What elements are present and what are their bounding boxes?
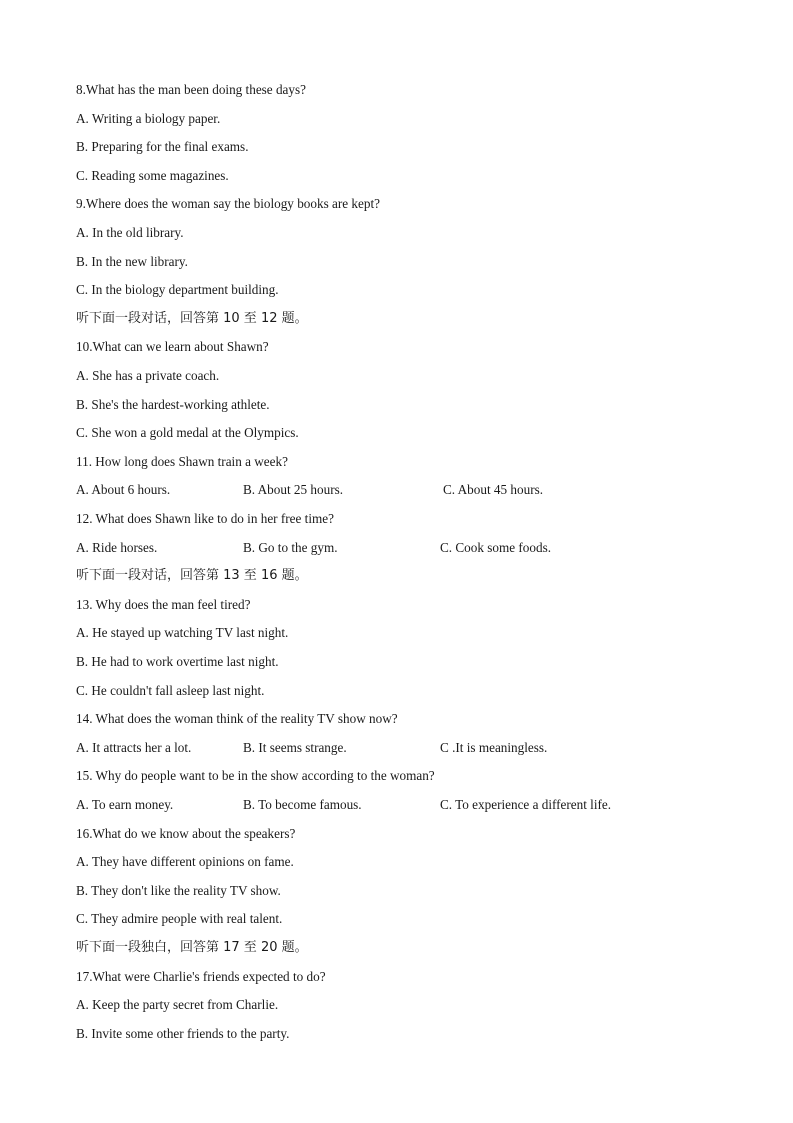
question-14-option-a: A. It attracts her a lot.	[76, 740, 192, 755]
question-15-option-b: B. To become famous.	[243, 797, 362, 812]
question-8-option-c: C. Reading some magazines.	[76, 168, 229, 183]
question-15-option-c: C. To experience a different life.	[440, 797, 612, 812]
section-instruction-10-12: 听下面一段对话，回答第 10 至 12 题。	[76, 311, 308, 326]
question-11-option-b: B. About 25 hours.	[243, 482, 344, 497]
question-11: 11. How long does Shawn train a week?	[76, 454, 288, 469]
question-11-option-a: A. About 6 hours.	[76, 482, 171, 497]
question-10-option-a: A. She has a private coach.	[76, 368, 220, 383]
question-9-option-c: C. In the biology department building.	[76, 282, 279, 297]
section-instruction-13-16: 听下面一段对话，回答第 13 至 16 题。	[76, 568, 308, 583]
question-14: 14. What does the woman think of the reality TV show now?	[76, 711, 398, 726]
question-15-option-a: A. To earn money.	[76, 797, 174, 812]
question-17-option-a: A. Keep the party secret from Charlie.	[76, 997, 279, 1012]
question-16: 16.What do we know about the speakers?	[76, 826, 296, 841]
question-12-option-a: A. Ride horses.	[76, 540, 158, 555]
question-13-option-c: C. He couldn't fall asleep last night.	[76, 683, 265, 698]
question-8: 8.What has the man been doing these days?	[76, 82, 306, 97]
question-15: 15. Why do people want to be in the show according to the woman?	[76, 768, 435, 783]
question-9-option-b: B. In the new library.	[76, 254, 188, 269]
question-13-option-a: A. He stayed up watching TV last night.	[76, 625, 289, 640]
question-14-option-c: C .It is meaningless.	[440, 740, 548, 755]
question-14-option-b: B. It seems strange.	[243, 740, 347, 755]
question-16-option-c: C. They admire people with real talent.	[76, 911, 283, 926]
question-17: 17.What were Charlie's friends expected to do?	[76, 969, 326, 984]
question-13: 13. Why does the man feel tired?	[76, 597, 251, 612]
question-12-option-b: B. Go to the gym.	[243, 540, 338, 555]
question-16-option-a: A. They have different opinions on fame.	[76, 854, 294, 869]
question-11-option-c: C. About 45 hours.	[443, 482, 544, 497]
question-10-option-c: C. She won a gold medal at the Olympics.	[76, 425, 299, 440]
question-12: 12. What does Shawn like to do in her free time?	[76, 511, 334, 526]
question-10-option-b: B. She's the hardest-working athlete.	[76, 397, 270, 412]
question-16-option-b: B. They don't like the reality TV show.	[76, 883, 281, 898]
question-13-option-b: B. He had to work overtime last night.	[76, 654, 279, 669]
question-9: 9.Where does the woman say the biology books are kept?	[76, 196, 380, 211]
question-10: 10.What can we learn about Shawn?	[76, 339, 269, 354]
section-instruction-17-20: 听下面一段独白，回答第 17 至 20 题。	[76, 940, 308, 955]
question-8-option-a: A. Writing a biology paper.	[76, 111, 221, 126]
question-12-option-c: C. Cook some foods.	[440, 540, 551, 555]
question-8-option-b: B. Preparing for the final exams.	[76, 139, 249, 154]
question-9-option-a: A. In the old library.	[76, 225, 184, 240]
question-17-option-b: B. Invite some other friends to the party.	[76, 1026, 290, 1041]
